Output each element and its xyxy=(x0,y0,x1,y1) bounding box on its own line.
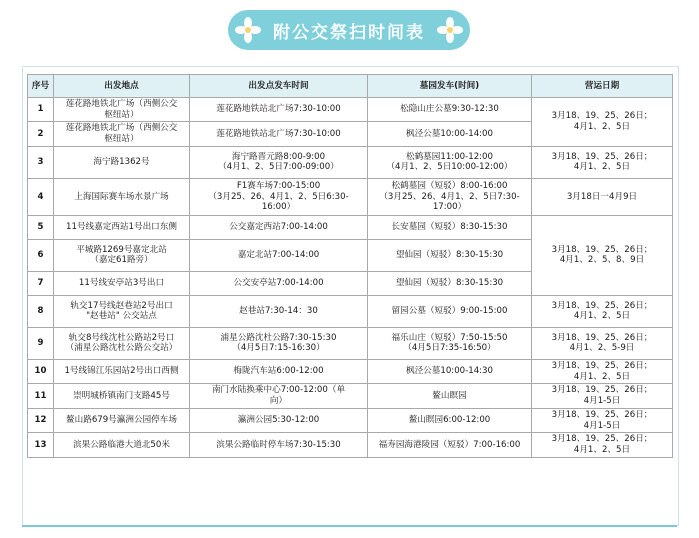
cell-depart-time xyxy=(190,327,368,359)
header-origin: 出发地点 xyxy=(54,75,190,98)
cell-line: 福乐山庄（短驳）7:50-15:50 xyxy=(391,332,508,343)
cell-origin xyxy=(54,359,190,383)
cell-line: 崇明城桥镇南门支路45号 xyxy=(73,390,170,401)
title-banner xyxy=(228,10,470,50)
table-row xyxy=(28,178,673,215)
cell-line: 莲花路地铁北广场（西侧公交 xyxy=(65,99,178,109)
cell-line: 4月1、2、5、8、9日 xyxy=(559,255,645,266)
cell-operating-dates xyxy=(532,359,673,383)
cell-line: 枫泾公墓10:00-14:30 xyxy=(405,366,493,377)
cell-depart-time xyxy=(190,271,368,295)
cell-line: 松鹤墓园11:00-12:00 xyxy=(405,151,493,162)
cell-line: 望仙园（短驳）8:30-15:30 xyxy=(395,250,504,261)
flower-icon xyxy=(436,16,464,44)
cell-line: 3月18、19、25、26日； xyxy=(551,434,653,445)
cell-line: 11号线嘉定西站1号出口东侧 xyxy=(66,222,177,233)
cell-operating-dates xyxy=(532,295,673,327)
cell-line: 轨交17号线赵巷站2号出口 xyxy=(70,300,173,311)
cell-no: 1 xyxy=(28,98,54,122)
cell-origin xyxy=(54,433,190,457)
cell-operating-dates xyxy=(532,408,673,432)
cell-depart-time xyxy=(190,384,368,408)
cell-origin xyxy=(54,146,190,178)
cell-line: （3月25、26、4月1、2、5日7:30- xyxy=(379,191,520,202)
cell-line: 赵巷站7:30-14：30 xyxy=(239,306,318,317)
cell-depart-time xyxy=(190,295,368,327)
cell-cemetery-time xyxy=(368,408,532,432)
cell-line: 梅陇汽车站6:00-12:00 xyxy=(233,366,324,377)
cell-line: 滨果公路临港大道北50米 xyxy=(73,439,170,450)
cell-line: 4月1、2、5日 xyxy=(573,162,631,173)
cell-cemetery-time xyxy=(368,295,532,327)
cell-line: 上海国际赛车场水景广场 xyxy=(74,191,169,202)
cell-line: 莲花路地铁站北广场7:30-10:00 xyxy=(216,128,341,139)
cell-line: 瀛洲公园5:30-12:00 xyxy=(237,415,320,426)
cell-cemetery-time xyxy=(368,327,532,359)
cell-line: 3月18日一4月9日 xyxy=(566,191,638,202)
cell-cemetery-time xyxy=(368,433,532,457)
cell-cemetery-time xyxy=(368,384,532,408)
cell-no: 9 xyxy=(28,327,54,359)
cell-no: 13 xyxy=(28,433,54,457)
cell-line: 嘉定北站7:00-14:00 xyxy=(237,250,320,261)
cell-line: 望仙园（短驳）8:30-15:30 xyxy=(395,278,504,289)
flower-icon xyxy=(234,16,262,44)
cell-cemetery-time xyxy=(368,359,532,383)
cell-operating-dates xyxy=(532,327,673,359)
cell-line: 枫泾公墓10:00-14:00 xyxy=(405,128,493,139)
cell-no: 12 xyxy=(28,408,54,432)
cell-line: 莲花路地铁北广场（西侧公交 xyxy=(65,123,178,134)
cell-depart-time xyxy=(190,215,368,239)
cell-line: 鳌山路679号瀛洲公园停车场 xyxy=(66,415,177,426)
cell-line: 松鹤墓园（短驳）8:00-16:00 xyxy=(391,180,508,191)
cell-line: 平城路1269号嘉定北站 xyxy=(76,244,167,255)
cell-line: 公交嘉定西站7:00-14:00 xyxy=(229,222,328,233)
cell-line: 海宁路晋元路8:00-9:00 xyxy=(231,151,326,162)
cell-line: 鳌山瞑园 xyxy=(432,390,467,401)
cell-line: 1号线锦江乐园站2号出口西侧 xyxy=(64,366,179,377)
table-row xyxy=(28,327,673,359)
cell-line: 4月1、2、5-9日 xyxy=(569,343,635,354)
header-cemetery-time: 墓园发车(时间) xyxy=(368,75,532,98)
cell-line: 3月18、19、25、26日； xyxy=(551,385,653,396)
cell-no: 6 xyxy=(28,239,54,271)
bottom-divider xyxy=(22,525,677,527)
cell-line: （浦星公路沈杜公路公交站） xyxy=(65,343,178,354)
table-row xyxy=(28,295,673,327)
cell-no: 2 xyxy=(28,122,54,146)
header-depart-time: 出发点发车时间 xyxy=(190,75,368,98)
table-row xyxy=(28,98,673,122)
table-row xyxy=(28,146,673,178)
cell-cemetery-time xyxy=(368,146,532,178)
table-header-row xyxy=(28,75,673,98)
cell-origin xyxy=(54,215,190,239)
cell-origin xyxy=(54,239,190,271)
cell-origin xyxy=(54,178,190,215)
cell-depart-time xyxy=(190,408,368,432)
cell-no: 8 xyxy=(28,295,54,327)
page-title: 附公交祭扫时间表 xyxy=(273,22,425,43)
cell-line: 向） xyxy=(269,396,288,407)
cell-origin xyxy=(54,327,190,359)
cell-line: "赵巷站" 公交站点 xyxy=(86,311,157,322)
cell-line: 4月1-5日 xyxy=(583,420,621,431)
table-row xyxy=(28,384,673,408)
cell-line: 轨交8号线沈杜公路站2号口 xyxy=(68,332,175,343)
cell-line: 17:00） xyxy=(432,202,467,213)
cell-depart-time xyxy=(190,146,368,178)
cell-operating-dates xyxy=(532,178,673,215)
cell-no: 5 xyxy=(28,215,54,239)
cell-line: 枢纽站） xyxy=(104,134,139,145)
cell-line: 4月1、2、5日 xyxy=(573,371,631,382)
cell-line: 3月18、19、25、26日； xyxy=(551,111,653,122)
cell-line: （4月5日7:35-16:50） xyxy=(403,343,496,354)
cell-line: 3月18、19、25、26日； xyxy=(551,360,653,371)
cell-line: 留园公墓（短驳）9:00-15:00 xyxy=(391,306,508,317)
cell-line: 南门水陆换乘中心7:00-12:00（单 xyxy=(211,385,346,396)
cell-line: 福寿园海港陵园（短驳）7:00-16:00 xyxy=(378,439,521,450)
cell-line: （4月5日7:15-16:30） xyxy=(232,343,325,354)
cell-line: F1赛车场7:00-15:00 xyxy=(236,180,321,191)
cell-line: 鳌山瞑园6:00-12:00 xyxy=(408,415,491,426)
cell-origin xyxy=(54,408,190,432)
cell-origin xyxy=(54,384,190,408)
cell-line: 11号线安亭站3号出口 xyxy=(78,278,165,289)
cell-no: 11 xyxy=(28,384,54,408)
cell-line: 公交安亭站7:00-14:00 xyxy=(233,278,324,289)
cell-cemetery-time xyxy=(368,239,532,271)
cell-line: 3月18、19、25、26日； xyxy=(551,409,653,420)
cell-line: （4月1、2、5日10:00-12:00） xyxy=(386,162,513,173)
cell-line: （嘉定61路旁） xyxy=(90,255,153,266)
cell-line: 滨果公路临时停车场7:30-15:30 xyxy=(216,439,341,450)
cell-origin xyxy=(54,122,190,146)
cell-line: 4月1-5日 xyxy=(583,396,621,407)
cell-line: 海宁路1362号 xyxy=(93,157,150,168)
cell-cemetery-time xyxy=(368,98,532,122)
cell-depart-time xyxy=(190,433,368,457)
cell-line: 3月18、19、25、26日； xyxy=(551,332,653,343)
cell-depart-time xyxy=(190,98,368,122)
cell-line: 3月18、19、25、26日； xyxy=(551,244,653,255)
cell-operating-dates xyxy=(532,433,673,457)
cell-line: 枢纽站） xyxy=(104,109,139,120)
cell-line: （3月25、26、4月1、2、5日6:30- xyxy=(208,191,349,202)
cell-no: 7 xyxy=(28,271,54,295)
cell-line: 长安墓园（短驳）8:30-15:30 xyxy=(391,222,508,233)
cell-cemetery-time xyxy=(368,122,532,146)
cell-line: 3月18、19、25、26日； xyxy=(551,300,653,311)
cell-line: （4月1、2、5日7:00-09:00） xyxy=(218,162,339,173)
cell-depart-time xyxy=(190,359,368,383)
cell-operating-dates xyxy=(532,146,673,178)
cell-line: 3月18、19、25、26日； xyxy=(551,151,653,162)
cell-line: 莲花路地铁站北广场7:30-10:00 xyxy=(216,104,341,115)
cell-cemetery-time xyxy=(368,215,532,239)
cell-cemetery-time xyxy=(368,271,532,295)
table-row xyxy=(28,433,673,457)
cell-depart-time xyxy=(190,122,368,146)
cell-line: 4月1、2、5日 xyxy=(573,445,631,456)
cell-no: 3 xyxy=(28,146,54,178)
header-operating-dates: 营运日期 xyxy=(532,75,673,98)
table-row xyxy=(28,215,673,239)
cell-operating-dates xyxy=(532,384,673,408)
cell-depart-time xyxy=(190,178,368,215)
cell-line: 4月1、2、5日 xyxy=(573,121,631,132)
table-row xyxy=(28,359,673,383)
cell-line: 4月1、2、5日 xyxy=(573,311,631,322)
cell-depart-time xyxy=(190,239,368,271)
cell-cemetery-time xyxy=(368,178,532,215)
cell-line: 松隐山庄公墓9:30-12:30 xyxy=(400,104,499,115)
cell-no: 10 xyxy=(28,359,54,383)
cell-no: 4 xyxy=(28,178,54,215)
bus-schedule-table xyxy=(27,74,673,458)
cell-operating-dates xyxy=(532,215,673,295)
header-no: 序号 xyxy=(28,75,54,98)
cell-line: 16:00） xyxy=(261,202,296,213)
table-row xyxy=(28,408,673,432)
cell-origin xyxy=(54,271,190,295)
cell-origin xyxy=(54,295,190,327)
cell-line: 浦星公路沈杜公路7:30-15:30 xyxy=(220,332,337,343)
cell-origin xyxy=(54,98,190,122)
cell-operating-dates xyxy=(532,98,673,147)
